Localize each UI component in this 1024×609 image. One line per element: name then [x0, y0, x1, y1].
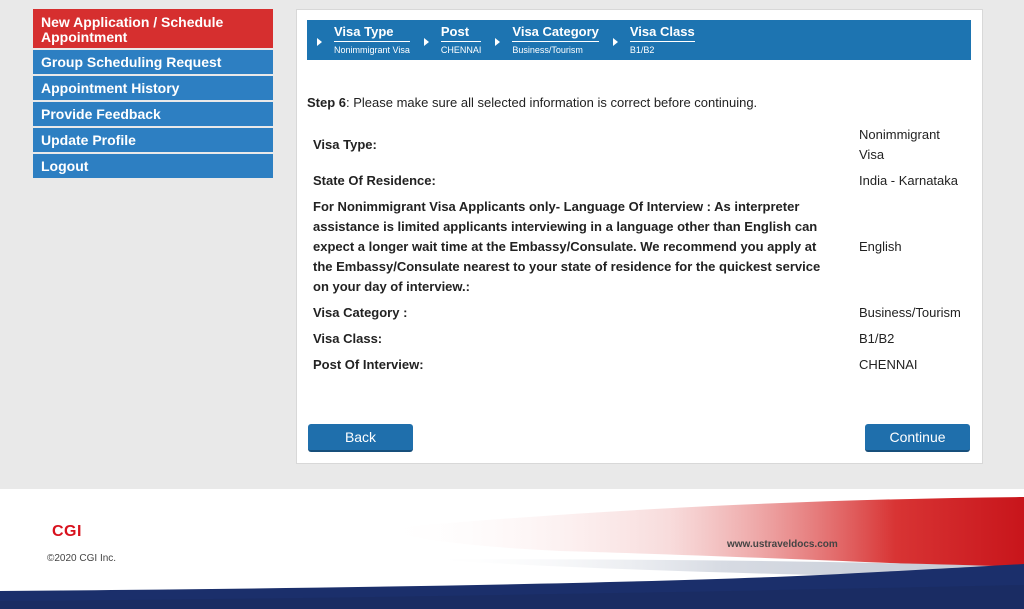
- breadcrumb-step-visa-class[interactable]: [613, 24, 695, 56]
- sidebar-item-update-profile[interactable]: Update Profile: [33, 128, 273, 152]
- step-label: Step 6: [307, 95, 347, 110]
- summary-label: Visa Type:: [313, 137, 377, 152]
- summary-value: English: [859, 239, 902, 254]
- footer: [0, 489, 1024, 609]
- breadcrumb-title: Visa Category: [512, 24, 598, 42]
- breadcrumb-value: B1/B2: [629, 45, 655, 55]
- table-row: [307, 122, 971, 168]
- sidebar-item-new-application[interactable]: New Application / Schedule Appointment: [33, 9, 273, 48]
- table-row: [307, 194, 971, 300]
- summary-label: Visa Category :: [313, 305, 408, 320]
- summary-value: Nonimmigrant Visa: [859, 127, 940, 162]
- site-url-text: www.ustraveldocs.com: [727, 539, 838, 550]
- breadcrumb-title: Visa Type: [334, 24, 410, 42]
- sidebar-item-provide-feedback[interactable]: Provide Feedback: [33, 102, 273, 126]
- breadcrumb-value: Business/Tourism: [512, 45, 583, 55]
- cgi-logo: CGI: [52, 523, 82, 540]
- chevron-right-icon: [613, 38, 618, 46]
- sidebar-item-appointment-history[interactable]: Appointment History: [33, 76, 273, 100]
- table-row: [307, 168, 971, 194]
- chevron-right-icon: [424, 38, 429, 46]
- continue-button[interactable]: Continue: [865, 424, 970, 452]
- sidebar-item-group-scheduling[interactable]: Group Scheduling Request: [33, 50, 273, 74]
- breadcrumb-value: CHENNAI: [440, 45, 482, 55]
- main-panel: [296, 9, 983, 464]
- breadcrumb-step-post[interactable]: [424, 24, 482, 56]
- sidebar-item-logout[interactable]: Logout: [33, 154, 273, 178]
- summary-value: Business/Tourism: [859, 305, 961, 320]
- sidebar-nav: [33, 9, 273, 180]
- chevron-right-icon: [317, 38, 322, 46]
- summary-label: Post Of Interview:: [313, 357, 424, 372]
- step-text: : Please make sure all selected information is correct before continuing.: [346, 95, 758, 110]
- summary-label: Visa Class:: [313, 331, 383, 346]
- summary-value: B1/B2: [859, 331, 895, 346]
- table-row: [307, 352, 971, 378]
- back-button[interactable]: Back: [308, 424, 413, 452]
- breadcrumb-value: Nonimmigrant Visa: [334, 45, 410, 55]
- summary-value: CHENNAI: [859, 357, 918, 372]
- table-row: [307, 300, 971, 326]
- breadcrumb: [307, 20, 971, 60]
- breadcrumb-step-visa-type[interactable]: [317, 24, 410, 56]
- footer-swoosh-graphic: [0, 489, 1024, 609]
- summary-value: India - Karnataka: [859, 173, 959, 188]
- summary-label: For Nonimmigrant Visa Applicants only- Language Of Interview : As interpreter assistance is limited applicants interviewing in a language other than English can expect a longer wait time at the Embassy/Consulate. We recommend you apply at the Embassy/Consulate nearest to your state of residence for the quickest service on your day of interview.:: [313, 199, 821, 294]
- table-row: [307, 326, 971, 352]
- breadcrumb-step-visa-category[interactable]: [495, 24, 598, 56]
- copyright-text: ©2020 CGI Inc.: [47, 553, 117, 564]
- summary-table: [307, 122, 971, 378]
- breadcrumb-title: Visa Class: [630, 24, 695, 42]
- summary-label: State Of Residence:: [313, 173, 436, 188]
- chevron-right-icon: [495, 38, 500, 46]
- step-instruction: [307, 95, 757, 110]
- breadcrumb-title: Post: [441, 24, 482, 42]
